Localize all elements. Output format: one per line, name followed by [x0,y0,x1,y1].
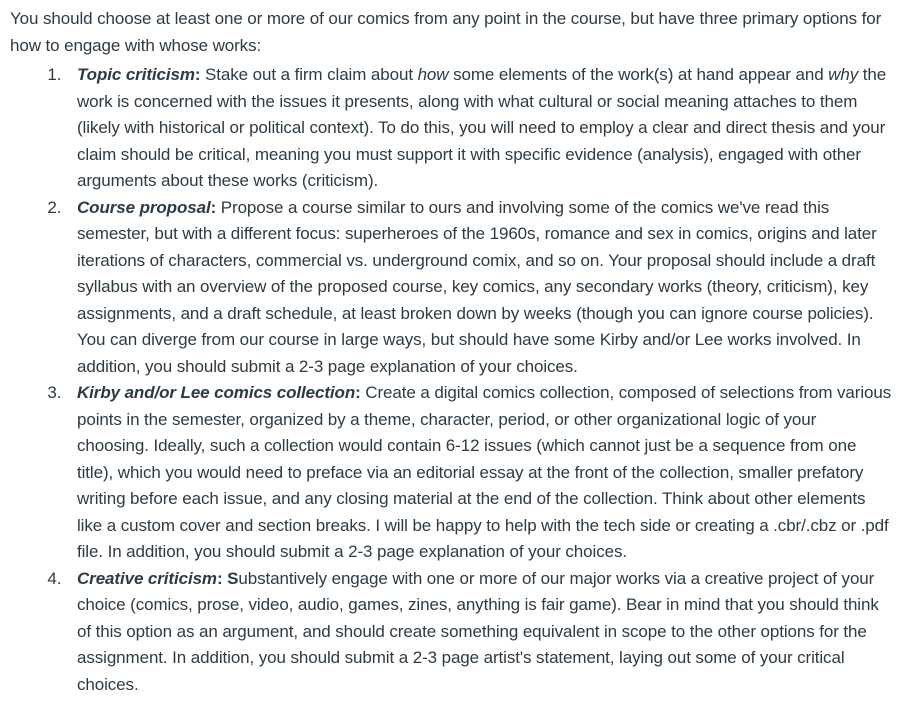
assignment-options-list [10,62,892,698]
list-item [66,566,892,699]
plain-text: Stake out a firm claim about [200,65,418,84]
list-item [66,195,892,381]
plain-text: Create a digital comics collection, composed of selections from various points in the semester, organized by a theme, character, period, or other organizational logic of your choosing. Ideally, such a collection would contain 6-12 issues (which cannot just be a sequence from one title), which you would need to preface via an editorial essay at the front of the collection, smaller prefatory writing before each issue, and any closing material at the end of the collection. Think about other elements like a custom cover and section breaks. I will be happy to help with the tech side or creating a .cbr/.cbz or .pdf file. In addition, you should submit a 2-3 page explanation of your choices. [77,383,892,561]
intro-paragraph: You should choose at least one or more of our comics from any point in the course, but have three primary options for how to engage with whose works: [10,9,882,55]
option-term: Topic criticism [77,65,195,84]
option-term-punctuation: : [355,383,361,402]
option-term: Kirby and/or Lee comics collection [77,383,356,402]
plain-text: the work is concerned with the issues it presents, along with what cultural or social meaning attaches to them (likely with historical or political context). To do this, you will need to employ a clear and direct thesis and your claim should be critical, meaning you must support it with specific evidence (analysis), engaged with other arguments about these works (criticism). [77,65,887,190]
option-term-punctuation: : [194,65,201,84]
plain-text: ubstantively engage with one or more of our major works via a creative project of your choice (comics, prose, video, audio, games, zines, anything is fair game). Bear in mind that you should think of this option as an argument, and should create something equivalent in scope to the other options for the assignment. In addition, you should submit a 2-3 page artist's statement, laying out some of your critical choices. [77,568,879,694]
option-term: Creative criticism [77,568,217,588]
option-term-punctuation: : [210,197,217,217]
list-item [66,380,892,566]
option-term: Course proposal [77,197,211,217]
option-description [77,198,877,376]
emphasis-text: why [828,65,859,84]
list-item [66,62,892,195]
plain-text: Propose a course similar to ours and involving some of the comics we've read this semester, but with a different focus: superheroes of the 1960s, romance and sex in comics, origins and later iterations of characters, commercial vs. underground comix, and so on. Your proposal should include a draft syllabus with an overview of the proposed course, key comics, any secondary works (theory, criticism), key assignments, and a draft schedule, at least broken down by weeks (though you can ignore course policies). You can diverge from our course in large ways, but should have some Kirby and/or Lee works involved. In addition, you should submit a 2-3 page explanation of your choices. [77,197,877,376]
option-description [77,383,891,561]
option-term-punctuation: : S [216,568,239,588]
plain-text: some elements of the work(s) at hand appear and [448,65,829,84]
emphasis-text: how [417,65,449,84]
